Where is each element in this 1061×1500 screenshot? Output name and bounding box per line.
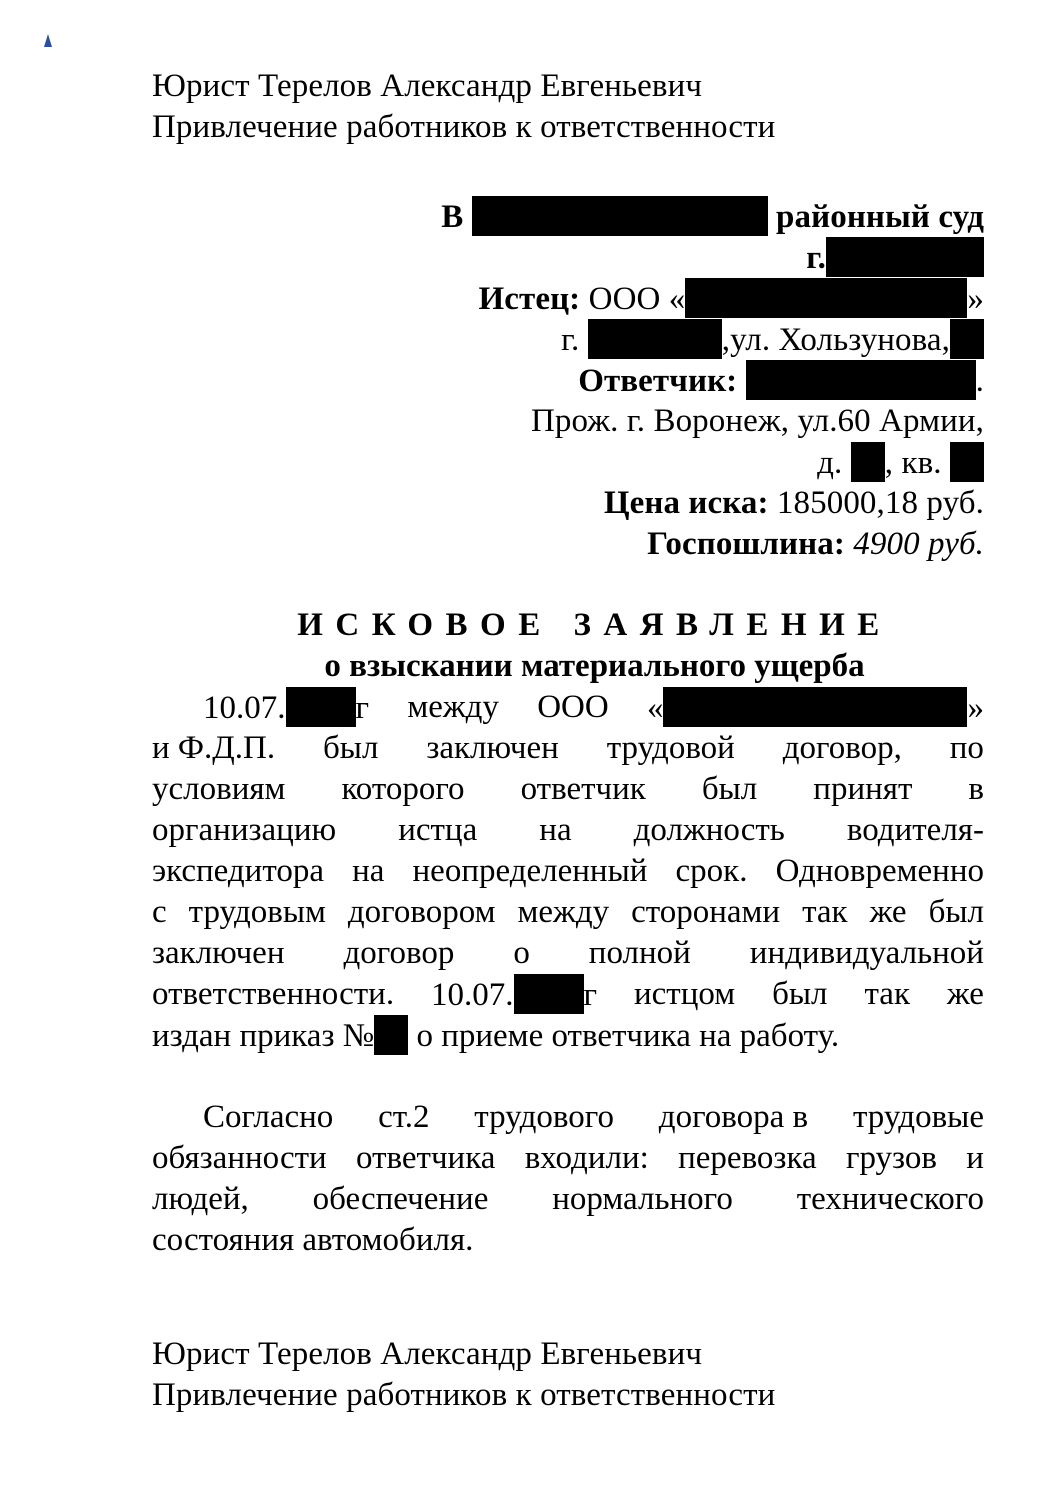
paragraph1-line2 <box>152 728 984 769</box>
redaction-box <box>663 687 967 727</box>
plaintiff-addr-street: ,ул. Хользунова, <box>721 322 950 358</box>
word: ООО <box>537 689 609 725</box>
word: так <box>864 976 910 1012</box>
word: ответчика <box>356 1140 496 1176</box>
redaction-box <box>472 196 768 236</box>
defendant-line <box>578 360 984 402</box>
defendant-end: . <box>975 363 984 399</box>
word: по <box>949 730 984 766</box>
redaction-box <box>826 237 984 277</box>
redaction-box <box>374 1015 408 1055</box>
word: на <box>352 853 385 889</box>
header-lawyer-name: Юрист Терелов Александр Евгеньевич <box>152 68 703 104</box>
redaction-box <box>514 974 584 1014</box>
apt-label: , кв. <box>884 445 942 481</box>
word: же <box>946 976 984 1012</box>
redaction-box <box>950 442 984 482</box>
paragraph1-line7 <box>152 933 984 974</box>
paragraph1-line1 <box>203 687 984 729</box>
word: истцом <box>634 976 736 1012</box>
word: и <box>966 1140 984 1176</box>
redaction-box <box>950 319 984 359</box>
word: и Ф.Д.П. <box>152 730 276 766</box>
word: должность <box>633 812 785 848</box>
word: перевозка <box>678 1140 817 1176</box>
word: условиям <box>152 771 286 807</box>
footer-service: Привлечение работников к ответственности <box>152 1377 776 1413</box>
word: был <box>322 730 379 766</box>
word: был <box>928 894 984 930</box>
word: людей, <box>152 1181 249 1217</box>
redaction-box <box>746 360 976 400</box>
word: технического <box>796 1181 984 1217</box>
word: срок. <box>675 853 748 889</box>
word: на <box>539 812 572 848</box>
word: грузов <box>845 1140 937 1176</box>
order-text-end: о приеме ответчика на работу. <box>416 1018 840 1054</box>
word: договор, <box>782 730 902 766</box>
word: Согласно <box>203 1099 334 1135</box>
defendant-label: Ответчик: <box>578 363 738 399</box>
word: заключен <box>152 935 285 971</box>
word: трудового <box>474 1099 614 1135</box>
word: между <box>407 689 499 725</box>
word: между <box>517 894 610 930</box>
defendant-house-line <box>817 442 984 484</box>
word: водителя- <box>846 812 984 848</box>
paragraph2-line1 <box>203 1097 984 1138</box>
date-text: 10.07. <box>431 977 514 1013</box>
word: ответственности. <box>152 976 395 1012</box>
triangle-marker-icon <box>44 34 52 47</box>
claim-price-value: 185000,18 руб. <box>776 485 984 521</box>
paragraph2-line3 <box>152 1179 984 1220</box>
state-duty-label: Госпошлина: <box>647 526 845 562</box>
document-subtitle: о взыскании материального ущерба <box>324 648 865 684</box>
word: договора в <box>658 1099 809 1135</box>
court-line <box>441 196 984 238</box>
paragraph1-line4 <box>152 810 984 851</box>
word: с <box>152 894 167 930</box>
word: заключен <box>426 730 559 766</box>
word: Одновременно <box>775 853 984 889</box>
word: организацию <box>152 812 337 848</box>
order-text: издан приказ № <box>152 1018 375 1054</box>
word: экспедитора <box>152 853 324 889</box>
paragraph2-line4: состояния автомобиля. <box>152 1222 474 1258</box>
year-suffix: г <box>583 977 598 1013</box>
plaintiff-org: ООО « <box>588 281 686 317</box>
plaintiff-org-close: » <box>967 281 984 317</box>
word: был <box>701 771 758 807</box>
document-title: ИСКОВОЕ ЗАЯВЛЕНИЕ <box>297 607 892 643</box>
word: неопределенный <box>412 853 648 889</box>
word: истца <box>398 812 478 848</box>
redaction-box <box>588 319 722 359</box>
quote-open: « <box>646 690 664 726</box>
footer-lawyer-name: Юрист Терелов Александр Евгеньевич <box>152 1336 703 1372</box>
claim-price-line <box>604 483 984 524</box>
state-duty-value: 4900 руб. <box>853 526 984 562</box>
word: которого <box>341 771 465 807</box>
word: входили: <box>524 1140 649 1176</box>
court-prefix: В <box>441 199 464 235</box>
plaintiff-label: Истец: <box>478 281 581 317</box>
quote-close: » <box>967 690 984 726</box>
paragraph1-line8 <box>152 974 984 1016</box>
word: трудовым <box>188 894 326 930</box>
word: сторонами <box>631 894 781 930</box>
paragraph1-line9 <box>152 1015 839 1057</box>
court-city-line <box>806 237 984 279</box>
word: в <box>968 771 984 807</box>
header-service: Привлечение работников к ответственности <box>152 109 776 145</box>
word: нормального <box>552 1181 733 1217</box>
word: полной <box>588 935 691 971</box>
plaintiff-address-line <box>561 319 984 361</box>
word: трудовые <box>852 1099 984 1135</box>
word: был <box>772 976 828 1012</box>
word: так <box>802 894 848 930</box>
word: трудовой <box>606 730 735 766</box>
paragraph2-line2 <box>152 1138 984 1179</box>
court-suffix: районный суд <box>776 199 984 235</box>
word: договор <box>343 935 455 971</box>
redaction-box <box>286 687 356 727</box>
word: обеспечение <box>312 1181 489 1217</box>
defendant-address-line: Прож. г. Воронеж, ул.60 Армии, <box>530 403 984 439</box>
redaction-box <box>851 442 885 482</box>
word: обязанности <box>152 1140 327 1176</box>
word: принят <box>813 771 913 807</box>
word: ответчик <box>520 771 646 807</box>
paragraph1-line3 <box>152 769 984 810</box>
word: же <box>869 894 907 930</box>
city-prefix: г. <box>806 240 826 276</box>
claim-price-label: Цена иска: <box>603 485 769 521</box>
paragraph1-line5 <box>152 851 984 892</box>
word: ст.2 <box>378 1099 430 1135</box>
plaintiff-addr-city: г. <box>561 322 580 358</box>
year-suffix: г <box>355 690 370 726</box>
date-text: 10.07. <box>203 690 286 726</box>
paragraph1-line6 <box>152 892 984 933</box>
state-duty-line <box>647 524 984 565</box>
redaction-box <box>685 278 967 318</box>
word: договором <box>347 894 496 930</box>
house-label: д. <box>817 445 843 481</box>
word: о <box>513 935 530 971</box>
word: индивидуальной <box>749 935 984 971</box>
plaintiff-line <box>479 278 985 320</box>
